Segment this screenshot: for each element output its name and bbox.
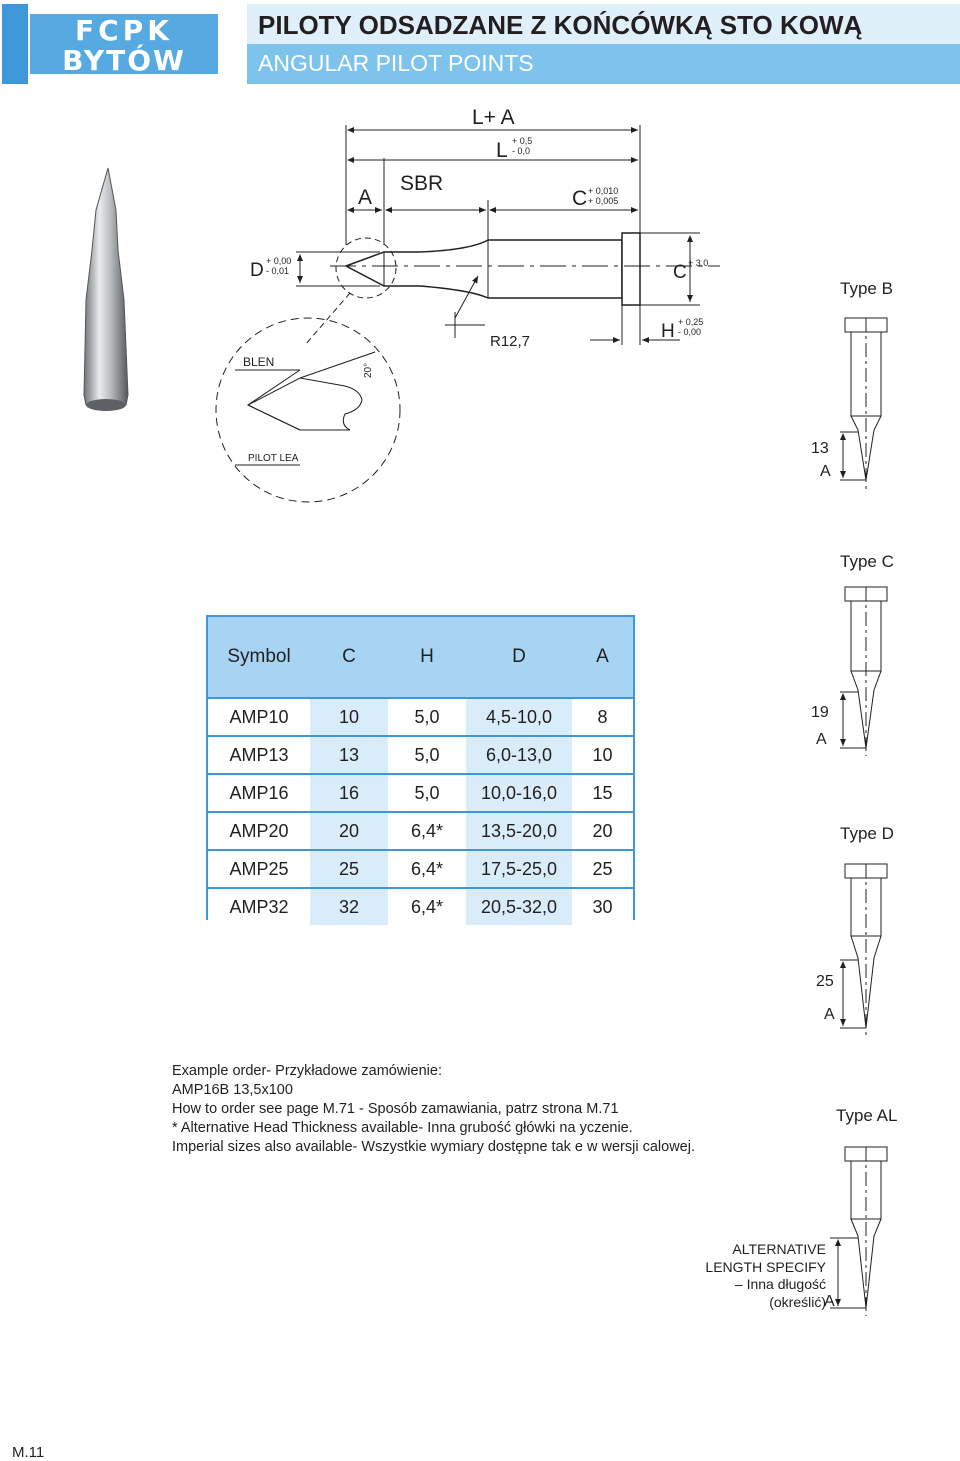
table-row: [208, 888, 633, 925]
cell-symbol: AMP16: [208, 774, 310, 812]
cell-a: 15: [572, 774, 633, 812]
table-row: [208, 774, 633, 812]
table-row: [208, 698, 633, 736]
cell-a: 10: [572, 736, 633, 774]
cell-h: 5,0: [388, 736, 466, 774]
type-b-label: Type B: [840, 279, 893, 298]
label-h-tol-minus: - 0,00: [678, 327, 702, 337]
type-b-a: A: [820, 463, 831, 480]
cell-d: 6,0-13,0: [466, 736, 572, 774]
header-d: D: [466, 617, 572, 698]
type-al-drawing: [830, 1147, 887, 1316]
label-c: C: [572, 187, 588, 210]
cell-a: 20: [572, 812, 633, 850]
note-line: Example order- Przykładowe zamówienie:: [172, 1063, 442, 1079]
pilot-photo: [84, 168, 128, 411]
label-c-head: C: [673, 262, 687, 283]
type-b-dim: 13: [811, 440, 829, 457]
cell-symbol: AMP13: [208, 736, 310, 774]
cell-c: 32: [310, 888, 388, 925]
type-d-dim: 25: [816, 973, 834, 990]
type-c-dim: 19: [811, 704, 829, 721]
label-h-tol-plus: + 0,25: [678, 317, 704, 327]
label-l-tol-plus: + 0,5: [512, 136, 533, 146]
cell-d: 17,5-25,0: [466, 850, 572, 888]
cell-a: 25: [572, 850, 633, 888]
note-line: AMP16B 13,5x100: [172, 1082, 293, 1098]
cell-h: 6,4*: [388, 850, 466, 888]
cell-d: 4,5-10,0: [466, 698, 572, 736]
cell-symbol: AMP10: [208, 698, 310, 736]
table-row: [208, 736, 633, 774]
label-a: A: [358, 186, 373, 209]
label-sbr: SBR: [400, 172, 444, 195]
type-al-note: [690, 1241, 826, 1311]
note-line: How to order see page M.71 - Sposób zamawiania, patrz strona M.71: [172, 1101, 619, 1117]
cell-h: 5,0: [388, 698, 466, 736]
label-c-head-tol: + 3,0: [688, 258, 709, 268]
type-d-drawing: [840, 864, 887, 1036]
cell-h: 6,4*: [388, 888, 466, 925]
type-al-note-1: ALTERNATIVE: [732, 1241, 826, 1257]
label-d-tol-plus: + 0,00: [266, 256, 292, 266]
note-line: * Alternative Head Thickness available- Inna grubość główki na yczenie.: [172, 1120, 633, 1136]
note-line: Imperial sizes also available- Wszystkie wymiary dostępne tak e w wersji calowej.: [172, 1139, 695, 1155]
label-l-plus-a: L+ A: [472, 106, 515, 129]
spec-table: [206, 615, 635, 920]
cell-c: 10: [310, 698, 388, 736]
type-d-label: Type D: [840, 824, 894, 843]
type-c-drawing: [840, 587, 887, 756]
type-al-label: Type AL: [836, 1106, 898, 1125]
type-c-a: A: [816, 731, 827, 748]
logo-line-2: BYTÓW: [62, 44, 186, 77]
table-header-row: [208, 617, 633, 698]
table-row: [208, 812, 633, 850]
type-c-label: Type C: [840, 552, 894, 571]
cell-d: 13,5-20,0: [466, 812, 572, 850]
page-title-polish: PILOTY ODSADZANE Z KOŃCÓWKĄ STO KOWĄ: [258, 10, 863, 40]
label-l: L: [496, 139, 508, 162]
cell-symbol: AMP25: [208, 850, 310, 888]
header-c: C: [310, 617, 388, 698]
type-al-note-3: – Inna długość: [734, 1276, 826, 1292]
label-radius: R12,7: [490, 333, 531, 350]
type-d-a: A: [824, 1006, 835, 1023]
table-row: [208, 850, 633, 888]
label-c-tol-minus: + 0,005: [588, 196, 619, 206]
type-al-note-4: (określić): [769, 1293, 826, 1310]
type-b-drawing: [840, 318, 887, 490]
cell-d: 10,0-16,0: [466, 774, 572, 812]
page-number: M.11: [12, 1444, 45, 1461]
label-pilot-lea: PILOT LEA: [248, 453, 299, 464]
cell-symbol: AMP20: [208, 812, 310, 850]
label-angle: 20°: [363, 362, 374, 378]
label-l-tol-minus: - 0,0: [512, 146, 531, 156]
cell-c: 20: [310, 812, 388, 850]
type-al-note-2: LENGTH SPECIFY: [705, 1258, 826, 1275]
page-title-english: ANGULAR PILOT POINTS: [258, 50, 534, 76]
type-al-a: A: [824, 1293, 835, 1310]
cell-a: 8: [572, 698, 633, 736]
cell-h: 6,4*: [388, 812, 466, 850]
cell-c: 25: [310, 850, 388, 888]
label-blen: BLEN: [243, 355, 275, 369]
cell-a: 30: [572, 888, 633, 925]
order-notes: [172, 1062, 695, 1157]
cell-d: 20,5-32,0: [466, 888, 572, 925]
cell-symbol: AMP32: [208, 888, 310, 925]
logo-line-1: FCPK: [75, 14, 173, 47]
label-h: H: [661, 321, 675, 342]
cell-h: 5,0: [388, 774, 466, 812]
cell-c: 13: [310, 736, 388, 774]
label-d-tol-minus: - 0,01: [266, 266, 290, 276]
header-symbol: Symbol: [208, 617, 310, 698]
cell-c: 16: [310, 774, 388, 812]
label-c-tol-plus: + 0,010: [588, 186, 619, 196]
header-a: A: [572, 617, 633, 698]
header-h: H: [388, 617, 466, 698]
label-d: D: [250, 260, 264, 281]
